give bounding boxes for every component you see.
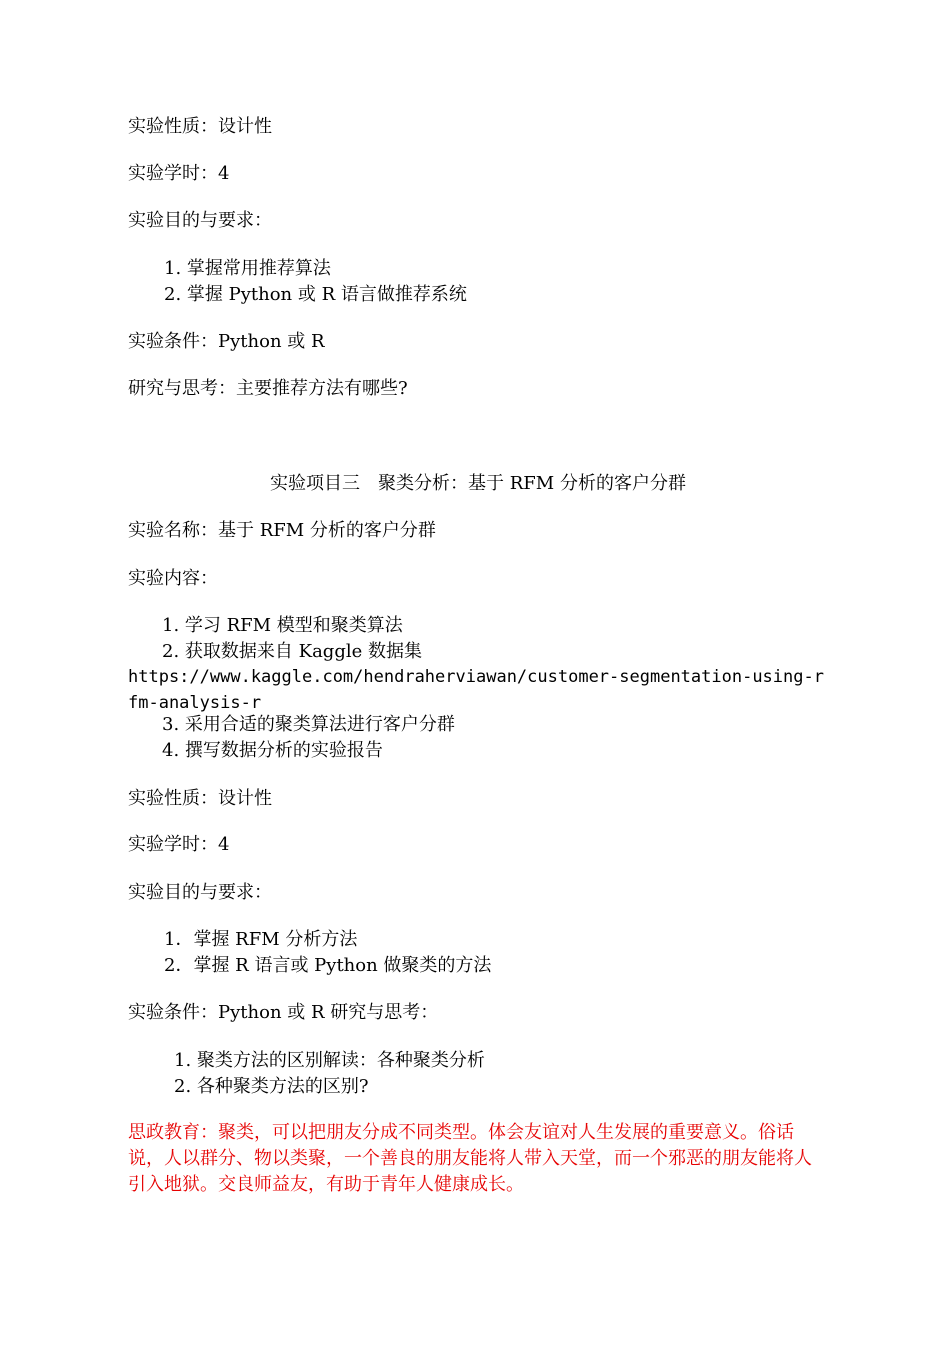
prev-goal-2: 2. 掌握 Python 或 R 语言做推荐系统 — [164, 284, 467, 305]
section3-heading: 实验项目三 聚类分析：基于 RFM 分析的客户分群 — [270, 473, 686, 494]
content-item-2: 2. 获取数据来自 Kaggle 数据集 — [162, 641, 422, 662]
section3-conditions: 实验条件：Python 或 R 研究与思考： — [128, 1002, 439, 1023]
prev-conditions: 实验条件：Python 或 R — [128, 331, 325, 352]
prev-hours: 实验学时：4 — [128, 163, 230, 184]
kaggle-url: https://www.kaggle.com/hendraherviawan/customer-segmentation-using-rfm-analysis-r — [128, 667, 824, 713]
research-item-1: 1. 聚类方法的区别解读：各种聚类分析 — [174, 1050, 485, 1071]
content-item-4: 4. 撰写数据分析的实验报告 — [162, 740, 383, 761]
section3-nature: 实验性质：设计性 — [128, 788, 272, 809]
prev-goals-title: 实验目的与要求： — [128, 210, 272, 231]
section3-name: 实验名称：基于 RFM 分析的客户分群 — [128, 520, 436, 541]
prev-goal-1: 1. 掌握常用推荐算法 — [164, 258, 331, 279]
research-item-2: 2. 各种聚类方法的区别? — [174, 1076, 369, 1097]
section3-goal-1: 1．掌握 RFM 分析方法 — [164, 929, 358, 950]
section3-goals-title: 实验目的与要求： — [128, 882, 272, 903]
content-item-3: 3. 采用合适的聚类算法进行客户分群 — [162, 714, 455, 735]
section3-hours: 实验学时：4 — [128, 834, 230, 855]
content-item-1: 1. 学习 RFM 模型和聚类算法 — [162, 615, 403, 636]
section3-goal-2: 2．掌握 R 语言或 Python 做聚类的方法 — [164, 955, 492, 976]
section3-content-title: 实验内容： — [128, 568, 218, 589]
prev-nature: 实验性质：设计性 — [128, 116, 272, 137]
ideology-paragraph: 思政教育：聚类，可以把朋友分成不同类型。体会友谊对人生发展的重要意义。俗话说，人以群分、物以类聚，一个善良的朋友能将人带入天堂，而一个邪恶的朋友能将人引入地狱。交良师益友，有助于青年人健康成长。 — [128, 1122, 812, 1195]
prev-research: 研究与思考：主要推荐方法有哪些? — [128, 378, 408, 399]
